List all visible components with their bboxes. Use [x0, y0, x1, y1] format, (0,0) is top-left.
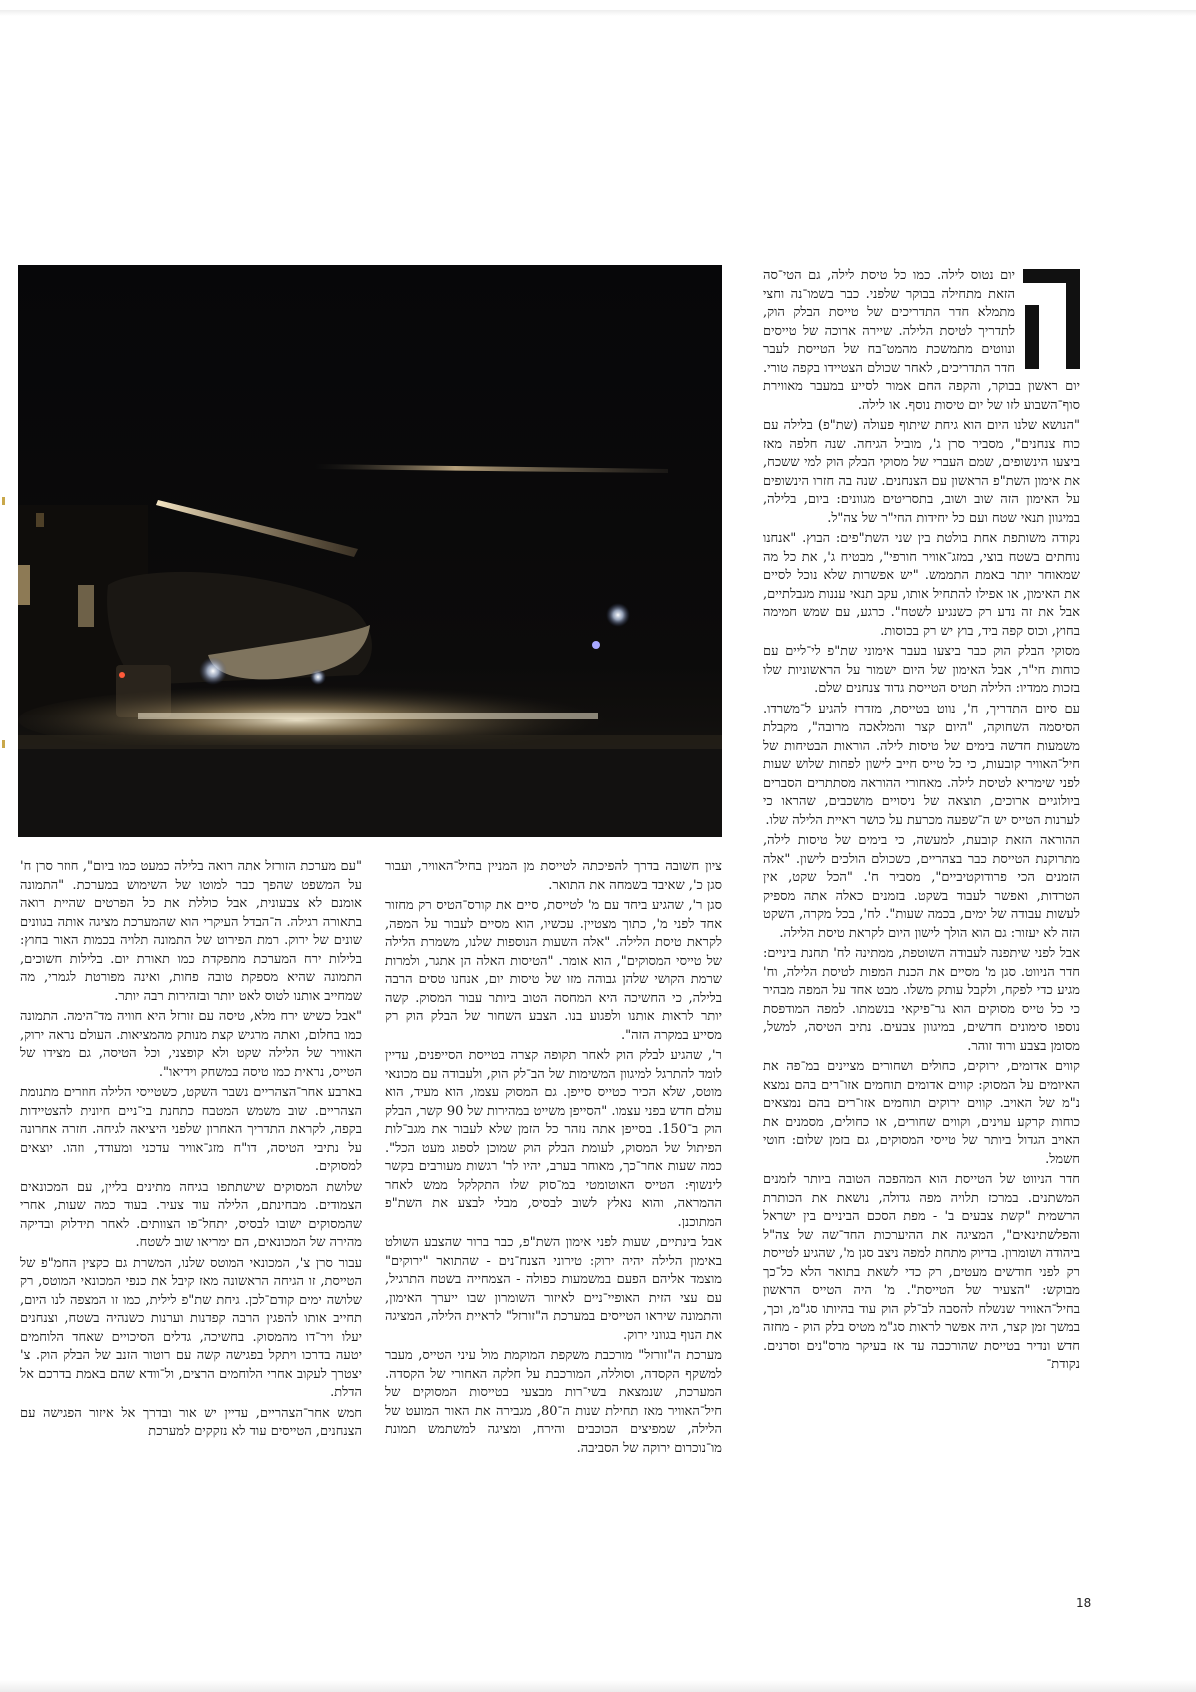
article-column-middle [385, 858, 722, 1623]
drop-cap [1023, 267, 1080, 372]
page-bottom-edge [0, 1680, 1196, 1692]
paragraph: סגן ר', שהגיע ביחד עם מ' לטייסת, סיים את קורס־הטיס רק מחזור אחד לפני מ', כתוך מצטיין. עכשיו, הוא מסיים לעבור על המפה, לקראת טיסת הלילה. "אלה השעות הנוספות שלנו, משמרת הלילה של טייסי המסוקים", הוא אומר. "הטיסות האלה הן אתגר, ולמרות שרמת הקושי שלהן גבוהה מזו של טיסות יום, אנחנו טסים הרבה בלילה, כי החשיכה היא המחסה הטוב ביותר עבור המסוק. קשה יותר לראות אותנו ולפגוע בנו. הצבע השחור של הבלק הוק רק מסייע במקרה הזה". [385, 898, 722, 1043]
drop-cap-letter [1023, 267, 1080, 372]
paragraph: ר', שהגיע לבלק הוק לאחר תקופה קצרה בטייסת הסייפנים, עדיין לומד להתרגל למיגוון המשימות של הב־לק הוק, ולעבודה עם מכונאי מוטס, שלא הכיר כטייס סייפן. גם המסוק עצמו, הוא מעיד, הוא עולם חדש בפני עצמו. "הסייפן משייט במהירות של 90 קשר, הבלק הוק ב־150. בסייפן אתה נזהר כל הזמן שלא לעבור את מגב־לות הפיתול של המסוק, לעומת הבלק הוק שמוכן לספוג מעט הכל". כמה שעות אחר־כך, מאוחר בערב, יהיו לר' רגשות מעורבים בקשר לינשוף: הטייס האוטומטי במ־סוק שלו התקלקל ממש לאחר ההמראה, והוא נאלץ לשוב לבסיס, מבלי לבצע את השת"פ המתוכנן. [385, 1048, 722, 1230]
paragraph: "אבל כשיש ירח מלא, טיסה עם זורזל היא חוויה מד־הימה. התמונה כמו בחלום, ואתה מרגיש קצת מנותק מהמציאות. העולם נראה ירוק, האוויר של הלילה שקט ולא קופצני, וכל הטיסה, גם מצידו של הטייס, נראית כמו טיסה במשחק וידיאו". [20, 1009, 362, 1080]
paragraph: חמש אחר־הצהריים, עדיין יש אור ובדרך אל איזור הפגישה עם הצנחנים, הטייסים עוד לא נזקקים למערכת [20, 1405, 362, 1439]
paragraph: מערכת ה"זורזל" מורכבת משקפת המוקמת מול עיני הטייס, מעבר למשקף הקסדה, וסוללה, המורכבת על חלקה האחורי של הקסדה. המערכת, שנמצאת בשי־רות מבצעי בטייסות המסוקים של חיל־האוויר מאז תחילת שנות ה־80, מגבירה את האור המועט של הלילה, שמפיצים הכוכבים והירח, ומציגה למשתמש תמונת מו־נוכרום ירוקה של הסביבה. [385, 1348, 722, 1456]
paragraph: נקודה משותפת אחת בולטת בין שני השת"פים: הבוץ. "אנחנו נוחתים בשטח בוצי, במזג־אוויר חורפי", מבטיח ג', את כל מה שמאוחר יותר באמת התממש. "יש אפשרות שלא נוכל לסיים את האימון, או אפילו להתחיל אותו, עקב תנאי עננות מגבלתיים, אבל את זה נדע רק כשנגיע לשטח". כרגע, עם שמש חמימה בחוץ, וכוס קפה ביד, בוץ יש רק בכוסות. [763, 531, 1080, 639]
paragraph: קווים אדומים, ירוקים, כחולים ושחורים מציינים במ־פה את האיומים על המסוק: קווים אדומים תוחמים אזו־רים בהם נמצא נ"מ של האויב. קווים ירוקים תוחמים אזו־רים בהם נמצאים כוחות קרקע עוינים, וקווים שחורים, או כחולים, מסמנים את האויב הגדול ביותר של טייסי המסוקים, גם בזמן שלום: חוטי חשמל. [763, 1059, 1080, 1167]
margin-mark [2, 740, 5, 748]
paragraph: ההוראה הזאת קובעת, למעשה, כי בימים של טיסות לילה, מתרוקנת הטייסת כבר בצהריים, כשכולם הולכים לישון. "אלה הזמנים הכי פרודוקטיביים", מסביר ח'. "הכל שקט, אין הטרדות, ואפשר לעבוד בשקט. בזמנים כאלה אתה מספיק לעשות עבודה של ימים, בכמה שעות". לח', בכל מקרה, השקט הזה לא יעזור: גם הוא הולך לישון היום לקראת טיסת הלילה. [763, 833, 1080, 941]
paragraph: חדר הניווט של הטייסת הוא המהפכה הטובה ביותר לזמנים המשתנים. במרכז תלויה מפה גדולה, נושאת את הכותרת הרשמית "קשת צבעים ב' - מפת הסכם הביניים בין ישראל והפלשתינאים", המציגה את ההיערכות החד־שה של צה"ל ביהודה ושומרון. בדיוק מתחת למפה ניצב סגן מ', שהגיע לטייסת רק לפני חודשים מעטים, רק כדי לשאת בתואר הלא כל־כך מבוקש: "הצעיר של הטייסת". מ' היה הטייס הראשון בחיל־האוויר שנשלח להסבה לב־לק הוק עוד בהיותו סג"מ, וכך, במשך זמן קצר, היה אפשר לראות סג"מ מטיס בלק הוק - מחזה חדש ונדיר בטייסת שהורכבה עד אז בעיקר מרס"נים וסרנים. נקודת־ [763, 1172, 1080, 1372]
page-top-edge [0, 10, 1196, 16]
article-column-right [763, 267, 1080, 1623]
page-number: 18 [1076, 1596, 1092, 1610]
paragraph: בארבע אחר־הצהריים נשבר השקט, כשטייסי הלילה חוזרים מתנומת הצהריים. שוב משמש המטבח כתחנת בי־ניים חיונית להצטיידות בקפה, לקראת התדריך האחרון שלפני היציאה לגיחה. חזרה אחרונה על נתיבי הטיסה, דו"ח מזג־אוויר עדכני ומעודד, וזהו. יוצאים למסוקים. [20, 1085, 362, 1174]
paragraph: עם סיום התדריך, ח', נווט בטייסת, מזדרז להגיע ל־משרדו. הסיסמה השחוקה, "היום קצר והמלאכה מרובה", מקבלת משמעות חדשה בימים של טיסות לילה. הוראות הבטיחות של חיל־האוויר קובעות, כי כל טייס חייב לישון לפחות שלוש שעות לפני שימריא לטיסת לילה. מאחורי ההוראה מסתתרים הסברים ביולוגיים ארוכים, תוצאה של ניסויים מושכבים, שהראו כי לערנות הטייס יש ה־שפעה מכרעת על כושר ראיית הלילה שלו. [763, 701, 1080, 828]
paragraph: מסוקי הבלק הוק כבר ביצעו בעבר אימוני שת"פ לי־ליים עם כוחות חי"ר, אבל האימון של היום ישמור על הראשוניות שלו בזכות ממדיו: הלילה תטיס הטייסת גדוד צנחנים שלם. [763, 644, 1080, 696]
paragraph: ציון חשובה בדרך להפיכתה לטייסת מן המניין בחיל־האוויר, ועבור סגן כ', שאיבד בשמחה את התואר. [385, 859, 722, 893]
paragraph: עבור סרן צ', המכונאי המוטס שלנו, המשרת גם כקצין החמ"פ של הטייסת, זו הגיחה הראשונה מאז קיבל את כנפי המכונאי המוטס, רק שלושה ימים קודם־לכן. גיחת שת"פ לילית, כמו זו המצפה לנו היום, תחייב אותו להפגין הרבה קפדנות וערנות כשנהיה בשטח, וצנחנים יעלו ויר־דו מהמסוק. בחשיכה, גדלים הסיכויים שאחד הלוחמים יטעה בדרכו ויתקל בפגישה קשה עם רוטור הזנב של הבלק הוק. צ' יצטרך לעקוב אחרי הלוחמים הרצים, ול־וודא שהם באמת בדרכם אל הדלת. [20, 1255, 362, 1400]
paragraph: שלושת המסוקים שישתתפו בגיחה מתינים בליין, עם המכונאים הצמודים. מבחינתם, הלילה עוד צעיר. בעוד כמה שעות, אחרי שהמסוקים ישובו לבסיס, יתחל־פו הצוותים. לאחר תידלוק ובדיקה מהירה של המכונאים, הם ימריאו שוב לשטח. [20, 1179, 362, 1250]
margin-mark [2, 497, 5, 505]
article-column-left [20, 858, 362, 1623]
paragraph: יום נטוס לילה. כמו כל טיסת לילה, גם הטי־סה הזאת מתחילה בבוקר שלפני. כבר בשמו־נה וחצי מתמלא חדר התדריכים של טייסת הבלק הוק, לתדריך לטיסת הלילה. שיירה ארוכה של טייסים ונווטים מתמשכת מהמט־בח של הטייסת לעבר חדר התדריכים, לאחר שכולם הצטיידו בקפה טורי. יום ראשון בבוקר, והקפה החם אמור לסייע במעבר מאווירת סוף־השבוע לזו של יום טיסות נוסף. או לילה. [763, 268, 1080, 413]
paragraph: אבל בינתיים, שעות לפני אימון השת"פ, כבר ברור שהצבע השולט באימון הלילה יהיה ירוק: טירוני הצנח־נים - שהתואר "ירוקים" מוצמד אליהם הפעם במשמעות כפולה - הצמחייה בשטח התרגיל, עם עצי הזית האופיי־ניים לאיזור השומרון שבו ייערך האימון, והתמונה שיראו הטייסים במערכת ה"זורזל" לראיית הלילה, המציגה את הנוף בגווני ירוק. [385, 1235, 722, 1343]
paragraph: אבל לפני שיתפנה לעבודה השוטפת, ממתינה לח' תחנת ביניים: חדר הניווט. סגן מ' מסיים את הכנת המפות לטיסת הלילה, וח' מגיע כדי לפקח, ולקבל עותק משלו. מבט אחד על המפה מבהיר כי כל טייס מסוקים הוא גר־פיקאי בנשמתו. למפה המודפסת נוספו סימונים חדשים, במיגוון צבעים. נתיב הטיסה, למשל, מסומן בצבע ורוד זוהר. [763, 946, 1080, 1054]
paragraph: "עם מערכת הזורזל אתה רואה בלילה כמעט כמו ביום", חוזר סרן ח' על המשפט שהפך כבר למוטו של השימוש במערכת. "התמונה אומנם לא צבעונית, אבל כוללת את כל הפרטים שהיית רואה בתאורה רגילה. ה־הבדל העיקרי הוא שהמערכת מציגה אותה בגוונים שונים של ירוק. רמת הפירוט של התמונה תלויה בכמות האור בחוץ: בלילות ירח המערכת מתפקדת כמו תאורת יום. בלילות חשוכים, התמונה שהיא מספקת טובה פחות, ואינה מפורטת לגמרי, מה שמחייב אותנו לטוס לאט יותר ובזהירות רבה יותר. [20, 859, 362, 1004]
night-helicopter-photo [18, 265, 722, 837]
paragraph: "הנושא שלנו היום הוא גיחת שיתוף פעולה (שת"פ) בלילה עם כוח צנחנים", מסביר סרן ג', מוביל הגיחה. שנה חלפה מאז ביצעו הינשופים, שמם העברי של מסוקי הבלק הוק למי ששכח, את אימון השת"פ הראשון עם הצנחנים. שנה בה חזרו הינשופים על האימון הזה שוב ושוב, בתסריטים מגוונים: ביום, בלילה, במיגוון תנאי שטח ועם כל יחידות החי"ר של צה"ל. [763, 418, 1080, 526]
